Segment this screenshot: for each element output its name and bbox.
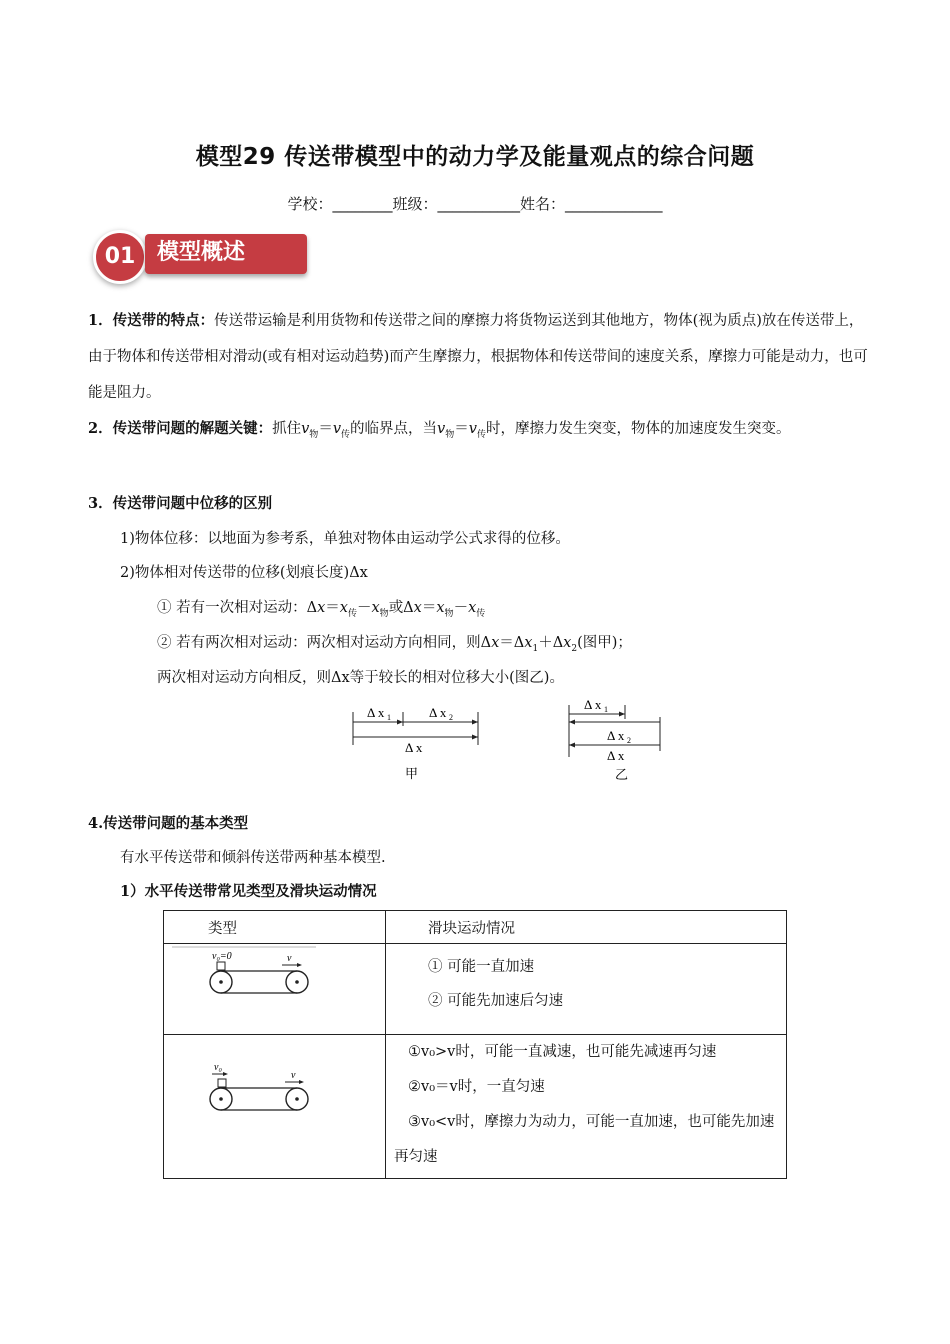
sub2-a: ② 若有两次相对运动：两次相对运动方向相同，则Δ [157, 635, 492, 651]
section-title: 模型概述 [145, 234, 307, 274]
yi-sub-2: 2 [627, 736, 631, 745]
minus-sign: － [356, 600, 372, 616]
displacement-item-2: 2)物体相对传送带的位移(划痕长度)Δx [120, 565, 368, 581]
displacement-heading: 3．传送带问题中位移的区别 [88, 495, 273, 512]
paragraph-features-text: 传送带运输是利用货物和传送带之间的摩擦力将货物运送到其他地方，物体(视为质点)放在传送带上，由于物体和传送带相对滑动(或有相对运动趋势)而产生摩擦力，根据物体和传送带间的速度关系，摩擦力可能是动力，也可能是阻力。 [88, 313, 868, 401]
header-motion: 滑块运动情况 [386, 911, 787, 944]
x-sym: x [413, 600, 422, 616]
sub-wu: 物 [379, 608, 389, 619]
sub-chuan: 传 [341, 429, 351, 440]
key-text-c: 时，摩擦力发生突变，物体的加速度发生突变。 [485, 421, 791, 437]
yi-sub-1: 1 [604, 705, 608, 714]
sub-wu: 物 [444, 608, 454, 619]
header-type: 类型 [164, 911, 386, 944]
eq-sign: ＝ [499, 635, 514, 651]
motion-line: ① 可能一直加速 [428, 959, 535, 975]
paragraph-key [88, 411, 868, 453]
table-header-row [164, 911, 787, 944]
motion-line: ② 可能先加速后匀速 [428, 993, 564, 1009]
paragraph-features-lead: 1．传送带的特点： [88, 312, 215, 329]
jia-dx1-label: Δ x [367, 705, 385, 720]
figure-jia [345, 700, 490, 785]
jia-dx2-label: Δ x [429, 705, 447, 720]
belt-diagram-cell-2 [164, 1035, 386, 1179]
x-sym: x [371, 600, 380, 616]
table-row [164, 1035, 787, 1179]
displacement-sub-2: ② 若有两次相对运动：两次相对运动方向相同，则$\Delta x=\Delta x_1+\Delta x_2$(图甲)； [157, 635, 632, 654]
v0-zero-label: v₀=0 [212, 951, 232, 962]
types-heading: 4.传送带问题的基本类型 [88, 815, 249, 832]
jia-dx-label: Δ x [405, 740, 423, 755]
x-sym: x [563, 635, 572, 651]
sub-two: 2 [571, 643, 578, 654]
sub1-b: 或Δ [388, 600, 414, 616]
sub-wu: 物 [445, 429, 455, 440]
x-sym: x [491, 635, 500, 651]
sub2-b: (图甲)； [577, 635, 632, 651]
types-text: 有水平传送带和倾斜传送带两种基本模型. [120, 850, 386, 866]
x-sym: x [468, 600, 477, 616]
motion-line: ①v₀>v时，可能一直减速，也可能先减速再匀速 [408, 1044, 717, 1060]
paragraph-key-lead: 2．传送带问题的解题关键： [88, 420, 273, 437]
eq-sign: ＝ [318, 421, 333, 437]
page-title: 模型29 传送带模型中的动力学及能量观点的综合问题 [195, 144, 755, 170]
eq-sign: ＝ [421, 600, 437, 616]
v-symbol: v [301, 421, 310, 437]
motion-cell-1 [386, 944, 787, 1035]
displacement-sub-1 [157, 596, 485, 619]
key-text-a: 抓住 [272, 421, 302, 437]
block-icon [217, 962, 225, 970]
motion-cell-2 [386, 1035, 787, 1179]
x-sym: x [339, 600, 348, 616]
types-sub-heading: 1）水平传送带常见类型及滑块运动情况 [120, 883, 377, 900]
motion-line: ②v₀＝v时，一直匀速 [408, 1079, 545, 1095]
x-sym: x [524, 635, 533, 651]
x-sym: x [436, 600, 445, 616]
minus-sign: － [453, 600, 469, 616]
v-label: v [291, 1070, 296, 1081]
displacement-sub-3: 两次相对运动方向相反，则Δx等于较长的相对位移大小(图乙)。 [157, 670, 564, 686]
v0-label: v₀ [214, 1062, 222, 1073]
block-icon [218, 1079, 226, 1087]
yi-dx-label: Δ x [607, 748, 625, 763]
sub1-a: ① 若有一次相对运动：Δ [157, 600, 318, 616]
paragraph-features [88, 303, 868, 411]
sub-chuan: 传 [347, 608, 357, 619]
belt-diagram-2 [164, 1035, 341, 1174]
figure-yi [562, 695, 672, 785]
motion-line: ③v₀<v时，摩擦力为动力，可能一直加速，也可能先加速再匀速 [394, 1114, 775, 1165]
jia-caption: 甲 [405, 767, 419, 782]
eq-sign: ＝ [454, 421, 469, 437]
v-symbol: v [437, 421, 446, 437]
v-label: v [287, 953, 292, 964]
conveyor-types-table [163, 910, 787, 1179]
x-sym: x [317, 600, 326, 616]
yi-caption: 乙 [615, 768, 629, 783]
v-symbol: v [468, 421, 477, 437]
sub-one: 1 [532, 643, 539, 654]
displacement-item-1: 1)物体位移：以地面为参考系，单独对物体由运动学公式求得的位移。 [120, 531, 570, 547]
eq-sign: ＝ [325, 600, 340, 616]
sub-chuan: 传 [476, 608, 486, 619]
section-number: 01 [93, 230, 147, 284]
belt-diagram-1 [164, 944, 341, 1030]
belt-diagram-cell-1 [164, 944, 386, 1035]
plus-sign: ＋ [538, 635, 553, 651]
jia-sub-1: 1 [387, 713, 391, 722]
section-banner [93, 230, 313, 280]
yi-dx1-label: Δ x [584, 697, 602, 712]
yi-dx2-label: Δ x [607, 728, 625, 743]
v-symbol: v [332, 421, 342, 437]
table-row [164, 944, 787, 1035]
school-name-line: 学校：________班级：___________姓名：_____________ [287, 195, 663, 213]
sub-chuan: 传 [476, 429, 486, 440]
jia-sub-2: 2 [449, 713, 453, 722]
sub-wu: 物 [309, 429, 319, 440]
key-text-b: 的临界点，当 [350, 421, 438, 437]
